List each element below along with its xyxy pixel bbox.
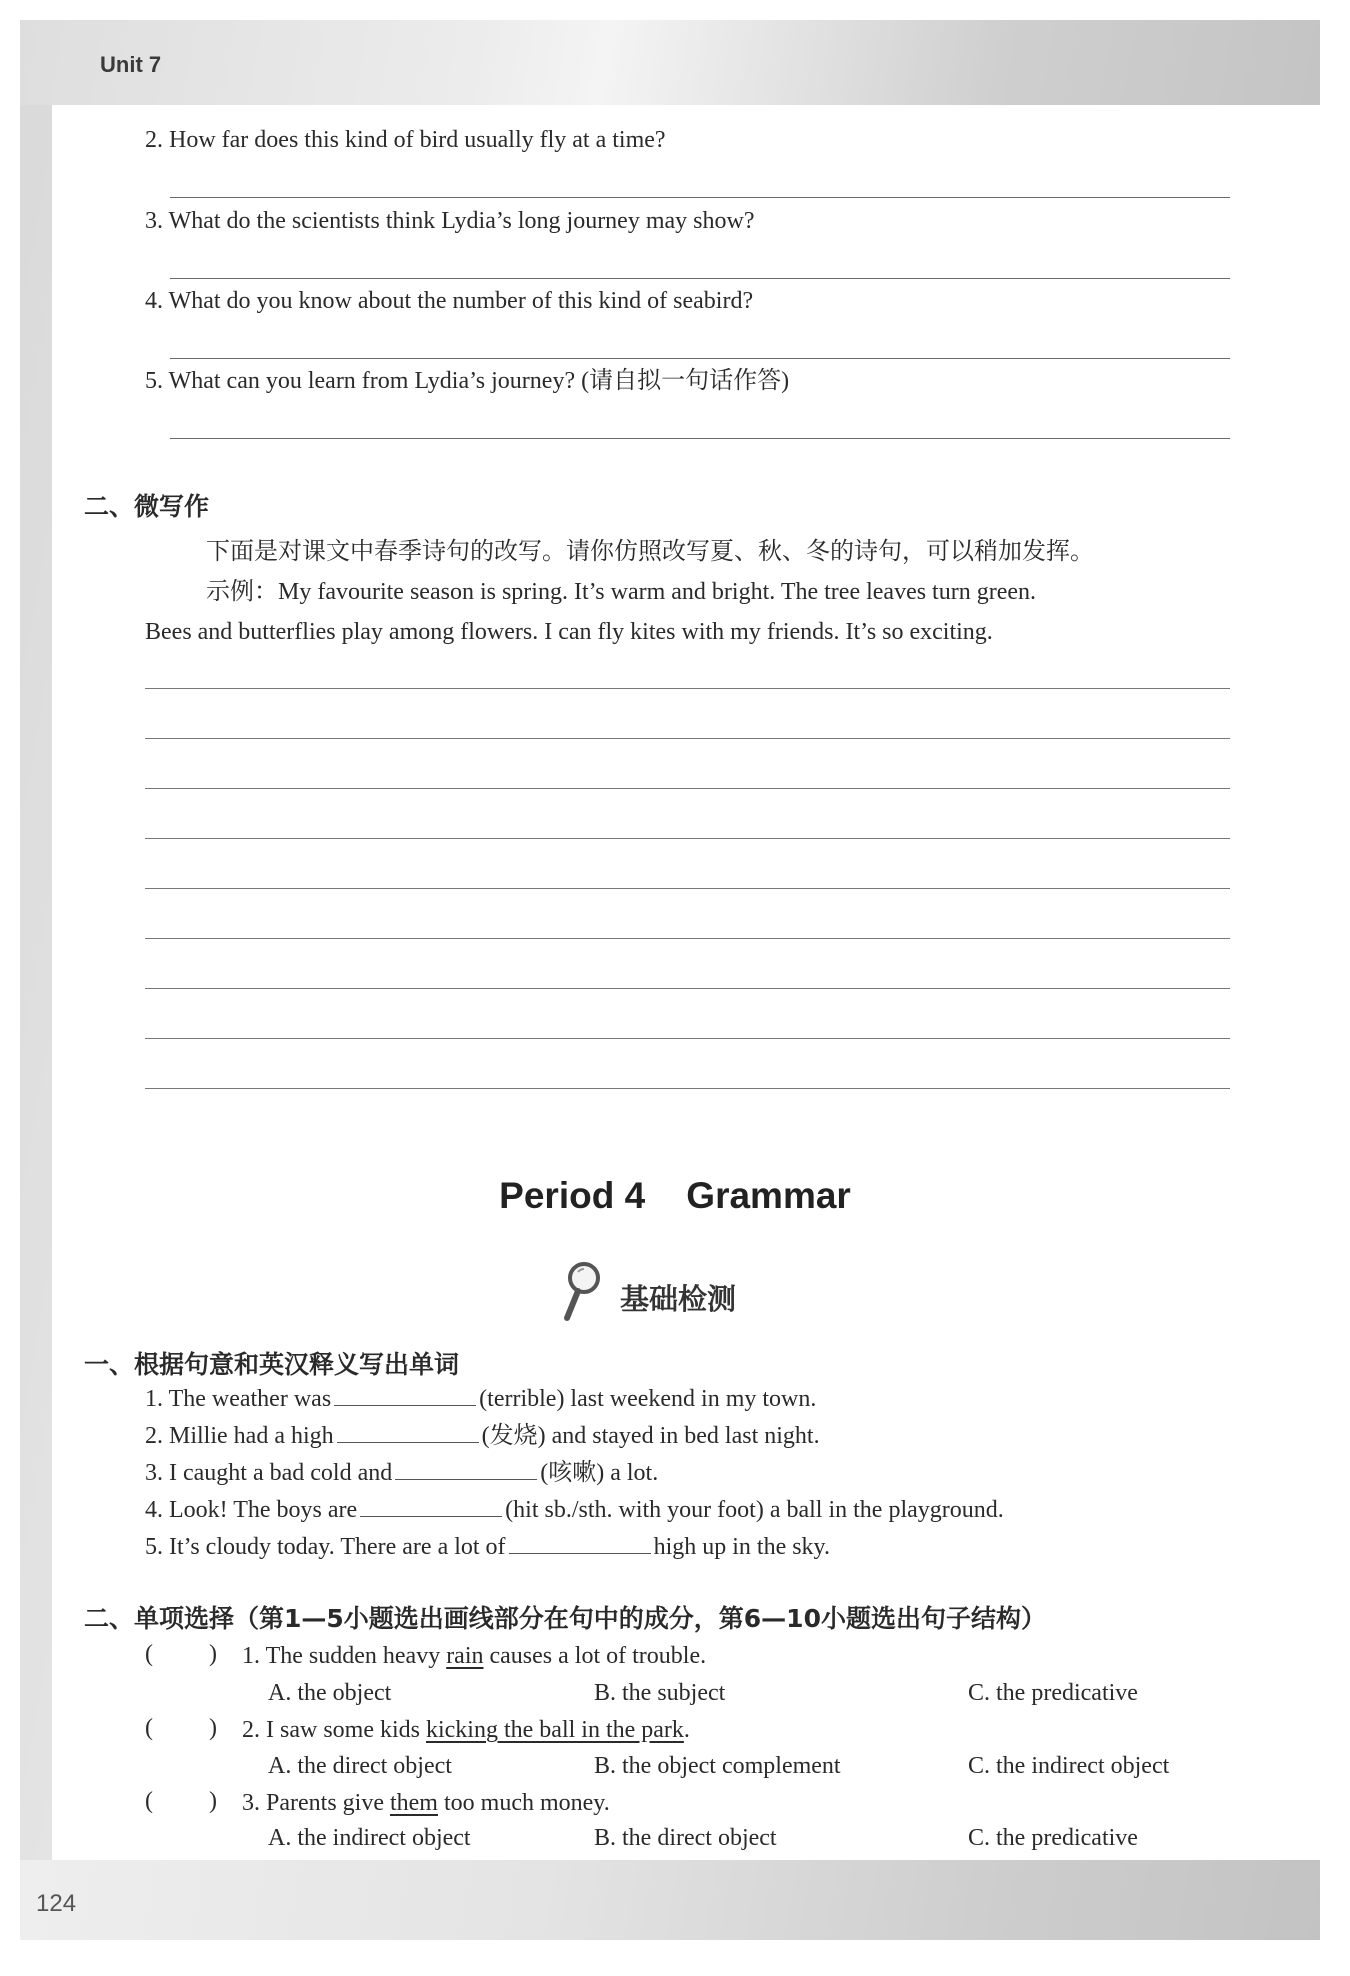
question-number: 1. — [242, 1643, 260, 1669]
option-c[interactable]: C. the indirect object — [968, 1753, 1170, 1779]
writing-line[interactable] — [145, 1038, 1230, 1039]
fill-item-2 — [145, 1420, 820, 1451]
fill-item-text: (hit sb./sth. with your foot) a ball in the playground. — [505, 1497, 1004, 1523]
question-stem: The sudden heavy — [265, 1643, 447, 1669]
option-b[interactable]: B. the direct object — [594, 1825, 777, 1851]
question-stem: . — [683, 1717, 690, 1743]
option-c[interactable]: C. the predicative — [968, 1680, 1138, 1706]
answer-line-3[interactable] — [170, 278, 1230, 279]
writing-example-line-1: 示例：My favourite season is spring. It’s warm and bright. The tree leaves turn green. — [206, 579, 1037, 605]
writing-line[interactable] — [145, 938, 1230, 939]
reading-question-2: 2. How far does this kind of bird usually fly at a time? — [145, 127, 666, 153]
fill-item-text: (terrible) last weekend in my town. — [479, 1386, 817, 1412]
reading-question-4: 4. What do you know about the number of this kind of seabird? — [145, 288, 754, 314]
option-a[interactable]: A. the direct object — [268, 1753, 452, 1779]
writing-heading: 二、微写作 — [84, 492, 210, 521]
answer-line-5[interactable] — [170, 438, 1230, 439]
writing-line[interactable] — [145, 1088, 1230, 1089]
writing-line[interactable] — [145, 738, 1230, 739]
question-number: 2. — [242, 1717, 260, 1743]
question-number: 3. — [242, 1790, 260, 1816]
fill-item-text: (发烧) and stayed in bed last night. — [481, 1423, 820, 1449]
underlined-part: rain — [446, 1643, 484, 1669]
writing-line[interactable] — [145, 988, 1230, 989]
multiple-choice-heading: 二、单项选择（第1—5小题选出画线部分在句中的成分，第6—10小题选出句子结构） — [84, 1604, 1046, 1633]
mc-question-2 — [242, 1715, 690, 1745]
fill-item-text: high up in the sky. — [653, 1534, 830, 1560]
writing-line[interactable] — [145, 838, 1230, 839]
option-c[interactable]: C. the predicative — [968, 1825, 1138, 1851]
header-band — [20, 20, 1320, 105]
fill-item-4 — [145, 1494, 1004, 1525]
fill-blank[interactable] — [334, 1383, 476, 1406]
writing-instruction: 下面是对课文中春季诗句的改写。请你仿照改写夏、秋、冬的诗句，可以稍加发挥。 — [206, 539, 1094, 565]
fill-item-text: 2. Millie had a high — [145, 1423, 334, 1449]
writing-line[interactable] — [145, 888, 1230, 889]
fill-item-text: 1. The weather was — [145, 1386, 332, 1412]
question-stem: causes a lot of trouble. — [483, 1643, 707, 1669]
question-stem: I saw some kids — [266, 1717, 426, 1743]
fill-item-text: 3. I caught a bad cold and — [145, 1460, 393, 1486]
option-a[interactable]: A. the object — [268, 1680, 392, 1706]
fill-item-5 — [145, 1531, 830, 1562]
answer-paren-open: ( — [145, 1641, 153, 1667]
reading-question-3: 3. What do the scientists think Lydia’s long journey may show? — [145, 208, 755, 234]
writing-line[interactable] — [145, 788, 1230, 789]
writing-example-line-2: Bees and butterflies play among flowers. I can fly kites with my friends. It’s so exciting. — [145, 619, 993, 645]
answer-line-2[interactable] — [170, 197, 1230, 198]
option-a[interactable]: A. the indirect object — [268, 1825, 471, 1851]
page-number: 124 — [36, 1890, 77, 1917]
unit-label: Unit 7 — [100, 52, 162, 77]
answer-paren-open: ( — [145, 1715, 153, 1741]
fill-blank[interactable] — [337, 1420, 479, 1443]
answer-paren-open: ( — [145, 1788, 153, 1814]
fill-item-text: 5. It’s cloudy today. There are a lot of — [145, 1534, 506, 1560]
underlined-part: them — [389, 1790, 438, 1816]
answer-line-4[interactable] — [170, 358, 1230, 359]
option-b[interactable]: B. the subject — [594, 1680, 726, 1706]
fill-blank[interactable] — [509, 1531, 651, 1554]
fill-item-text: 4. Look! The boys are — [145, 1497, 358, 1523]
section-subtitle: 基础检测 — [620, 1282, 737, 1316]
reading-question-5: 5. What can you learn from Lydia’s journey? (请自拟一句话作答) — [145, 368, 790, 394]
fill-item-text: (咳嗽) a lot. — [540, 1460, 659, 1486]
mc-question-3 — [242, 1788, 610, 1818]
fill-blank[interactable] — [395, 1457, 537, 1480]
question-stem: Parents give — [266, 1790, 390, 1816]
answer-paren-close: ) — [209, 1788, 217, 1814]
underlined-part: kicking the ball in the park — [425, 1717, 684, 1743]
period-title: Period 4 Grammar — [499, 1175, 851, 1216]
answer-paren-close: ) — [209, 1715, 217, 1741]
option-b[interactable]: B. the object complement — [594, 1753, 841, 1779]
mc-question-1 — [242, 1641, 706, 1671]
footer-band — [20, 1860, 1320, 1940]
magnifier-icon — [560, 1260, 610, 1322]
fill-in-heading: 一、根据句意和英汉释义写出单词 — [84, 1350, 460, 1379]
writing-line[interactable] — [145, 688, 1230, 689]
answer-paren-close: ) — [209, 1641, 217, 1667]
question-stem: too much money. — [437, 1790, 610, 1816]
fill-blank[interactable] — [360, 1494, 502, 1517]
fill-item-1 — [145, 1383, 816, 1414]
fill-item-3 — [145, 1457, 658, 1488]
